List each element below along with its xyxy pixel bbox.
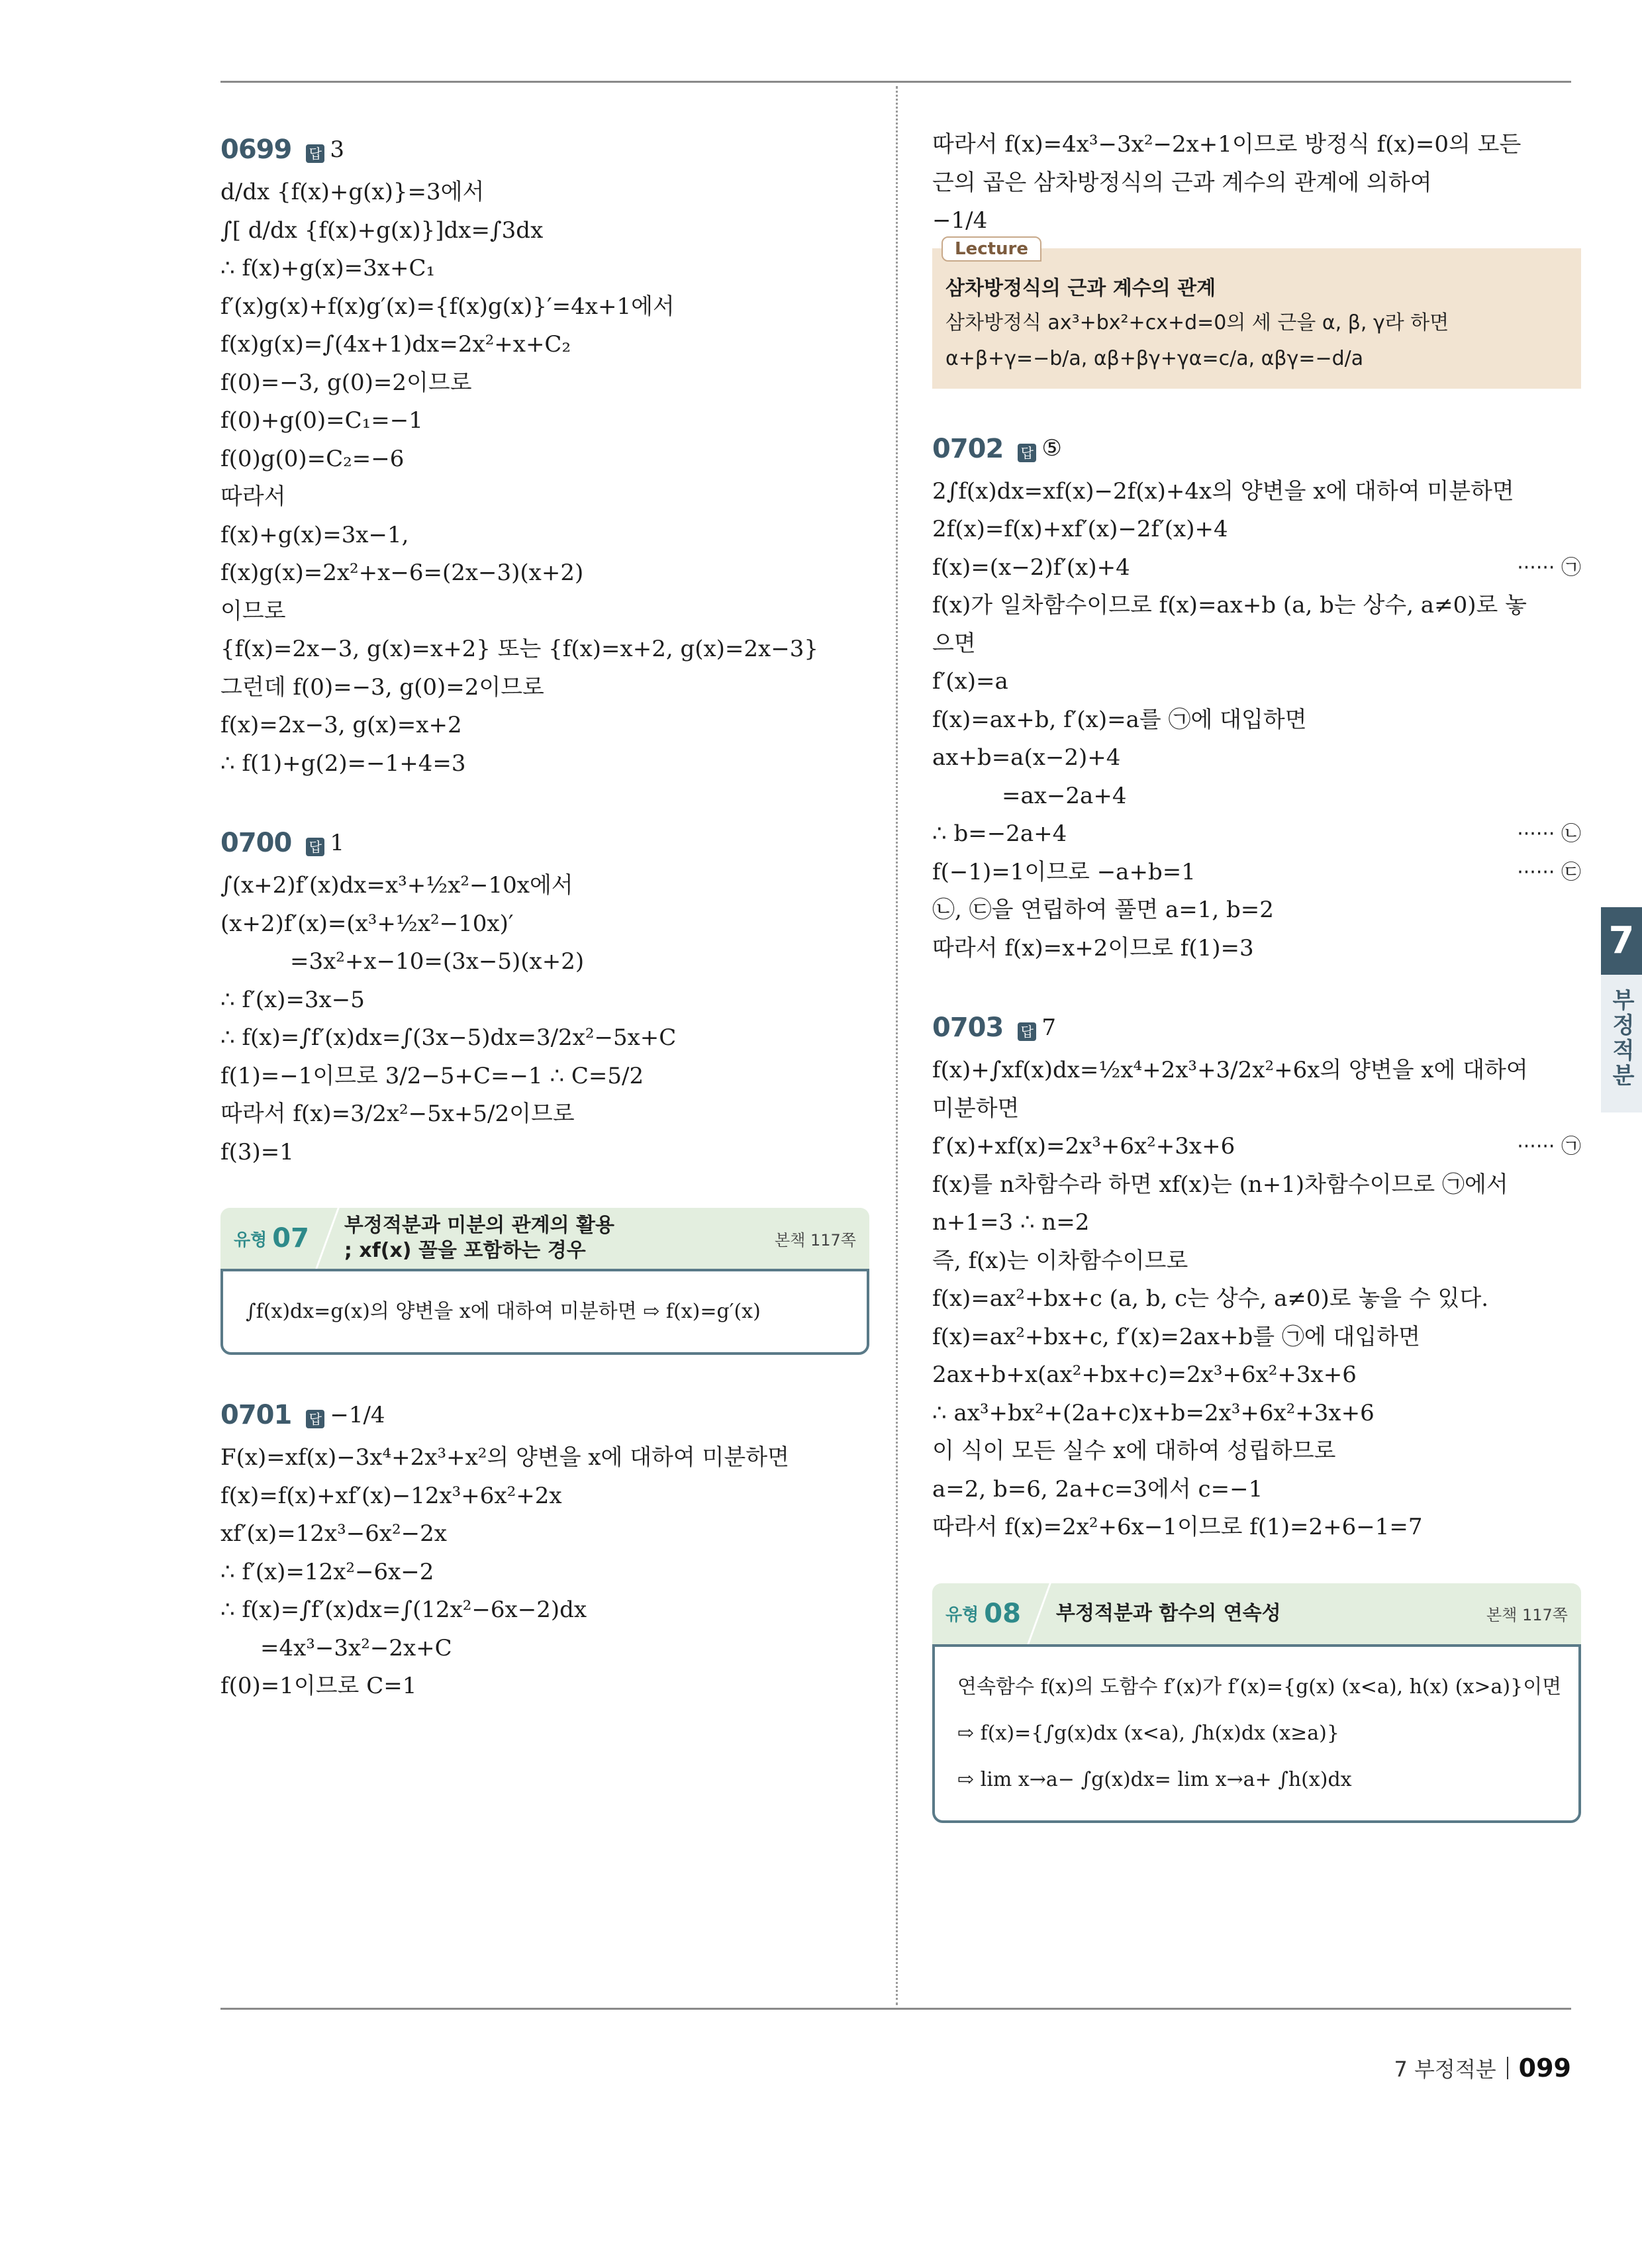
type-label: 유형 [945,1605,979,1625]
type-07-box [220,1208,869,1355]
answer-icon: 답 [306,144,324,163]
type-title: 부정적분과 함수의 연속성 [1055,1601,1281,1625]
solution-line: f(0)g(0)=C₂=−6 [220,445,405,472]
problem-header-0699 [220,126,869,173]
solution-line: 2∫f(x)dx=xf(x)−2f(x)+4x의 양변을 x에 대하여 미분하면 [932,477,1514,505]
solution-text: ∴ b=−2a+4 [932,820,1067,847]
solution-line: xf′(x)=12x³−6x²−2x [220,1520,447,1547]
solution-line: 따라서 f(x)=3/2x²−5x+5/2이므로 [220,1101,575,1127]
type-slash [1027,1583,1051,1644]
solution-line: 미분하면 [932,1095,1020,1122]
solution-0703 [932,1052,1581,1547]
problem-number: 0702 [932,433,1004,464]
type-title-line: 부정적분과 미분의 관계의 활용 [344,1214,614,1237]
solution-text: f(x)=(x−2)f′(x)+4 [932,554,1130,581]
solution-line: 따라서 [220,483,286,510]
solution-0700 [220,867,869,1171]
solution-line: 즉, f(x)는 이차함수이므로 [932,1247,1188,1274]
problem-header-0703 [932,1004,1581,1052]
lecture-box [932,238,1581,389]
solution-line: f′(x)g(x)+f(x)g′(x)={f(x)g(x)}′=4x+1에서 [220,293,675,320]
solution-0699 [220,173,869,783]
problem-header-0702 [932,425,1581,473]
problem-answer: ⑤ [1041,435,1062,462]
answer-icon: 답 [306,838,324,856]
problem-number: 0699 [220,134,292,165]
solution-line: 따라서 f(x)=4x³−3x²−2x+1이므로 방정식 f(x)=0의 모든 [932,131,1521,158]
solution-line: 2f(x)=f(x)+xf′(x)−2f′(x)+4 [932,516,1228,542]
solution-line: ∫[ d/dx {f(x)+g(x)}]dx=∫3dx [220,217,544,244]
lecture-formula: α+β+γ=−b/a, αβ+βγ+γα=c/a, αβγ=−d/a [945,346,1364,370]
solution-0702 [932,473,1581,968]
solution-line: f(x)=2x−3, g(x)=x+2 [220,712,462,738]
solution-line: 이므로 [220,597,286,624]
chapter-side-tab [1601,907,1642,1112]
page-footer [1394,2053,1571,2083]
solution-line: n+1=3 ∴ n=2 [932,1209,1090,1236]
lecture-tag: Lecture [942,236,1041,262]
right-column [932,126,1581,1823]
problem-answer: −1/4 [330,1401,385,1428]
solution-line: ∴ f(1)+g(2)=−1+4=3 [220,750,466,777]
solution-line: f(0)+g(0)=C₁=−1 [220,407,423,434]
solution-line: f(x)g(x)=∫(4x+1)dx=2x²+x+C₂ [220,331,571,358]
solution-line: f(x)=ax²+bx+c (a, b, c는 상수, a≠0)로 놓을 수 있다. [932,1285,1489,1312]
problem-header-0701 [220,1391,869,1439]
lecture-title: 삼차방정식의 근과 계수의 관계 [945,276,1216,300]
solution-line: f′(x)=a [932,668,1008,695]
chapter-name: 부정적분 [1608,988,1635,1089]
solution-line [932,854,1581,892]
footer-separator [1507,2057,1508,2079]
solution-line: f(0)=−3, g(0)=2이므로 [220,369,472,396]
solution-line: f(x)+g(x)=3x−1, [220,521,409,548]
problem-number: 0703 [932,1012,1004,1043]
solution-line: f(1)=−1이므로 3/2−5+C=−1 ∴ C=5/2 [220,1062,644,1089]
type-reference: 본책 117쪽 [1486,1606,1568,1624]
problem-answer: 3 [330,136,344,163]
solution-line: 2ax+b+x(ax²+bx+c)=2x³+6x²+3x+6 [932,1361,1357,1388]
solution-line: ∴ f(x)=∫f′(x)dx=∫(12x²−6x−2)dx [220,1597,587,1623]
equation-marker: ······ ㉠ [1517,1135,1581,1158]
solution-0701-continued [932,126,1581,240]
answer-icon: 답 [1018,1022,1036,1041]
problem-number: 0701 [220,1400,292,1430]
type-number: 08 [984,1598,1021,1629]
page-number: 099 [1518,2053,1571,2083]
solution-line: f(x)=f(x)+xf′(x)−12x³+6x²+2x [220,1482,562,1509]
solution-line: a=2, b=6, 2a+c=3에서 c=−1 [932,1475,1263,1503]
type-title [344,1213,775,1263]
type-body-line: ∫f(x)dx=g(x)의 양변을 x에 대하여 미분하면 ⇨ f(x)=g′(x) [246,1300,761,1323]
solution-line: ∴ f(x)=∫f′(x)dx=∫(3x−5)dx=3/2x²−5x+C [220,1024,677,1051]
equation-marker: ······ ㉠ [1517,556,1581,579]
solution-line: d/dx {f(x)+g(x)}=3에서 [220,179,485,205]
type-08-header [932,1583,1581,1644]
solution-line: =ax−2a+4 [1002,782,1127,809]
column-divider [896,86,898,2005]
solution-line: ∫(x+2)f′(x)dx=x³+½x²−10x에서 [220,872,573,899]
problem-answer: 7 [1041,1014,1056,1041]
answer-icon: 답 [306,1410,324,1428]
solution-line: (x+2)f′(x)=(x³+½x²−10x)′ [220,910,514,937]
bottom-rule [220,2008,1571,2010]
solution-line [932,549,1581,587]
type-08-body [932,1644,1581,1823]
solution-line: F(x)=xf(x)−3x⁴+2x³+x²의 양변을 x에 대하여 미분하면 [220,1444,789,1471]
type-07-header [220,1208,869,1269]
solution-line: 근의 곱은 삼차방정식의 근과 계수의 관계에 의하여 [932,169,1432,196]
type-body-line: 연속함수 f(x)의 도함수 f′(x)가 f′(x)={g(x) (x<a), h(x) (x>a)}이면 [957,1675,1562,1699]
equation-marker: ······ ㉢ [1517,860,1581,884]
solution-line: f(x)가 일차함수이므로 f(x)=ax+b (a, b는 상수, a≠0)로 놓 [932,592,1527,618]
solution-line: =4x³−3x²−2x+C [260,1634,452,1661]
solution-line [932,815,1581,854]
solution-line: ax+b=a(x−2)+4 [932,744,1121,771]
solution-text: f′(x)+xf(x)=2x³+6x²+3x+6 [932,1133,1235,1159]
type-slash [315,1208,339,1269]
solution-line: ∴ f′(x)=12x²−6x−2 [220,1558,434,1585]
solution-line: f(0)=1이므로 C=1 [220,1673,417,1699]
solution-line: 이 식이 모든 실수 x에 대하여 성립하므로 [932,1438,1336,1464]
solution-line: =3x²+x−10=(3x−5)(x+2) [290,948,585,975]
answer-icon: 답 [1018,444,1036,462]
problem-header-0700 [220,819,869,867]
type-body-line: ⇨ lim x→a− ∫g(x)dx= lim x→a+ ∫h(x)dx [957,1767,1352,1791]
solution-line: f(x)+∫xf(x)dx=½x⁴+2x³+3/2x²+6x의 양변을 x에 대하여 [932,1057,1528,1083]
footer-chapter: 7 부정적분 [1394,2057,1496,2082]
solution-line: {f(x)=2x−3, g(x)=x+2} 또는 {f(x)=x+2, g(x)=2x−3} [220,636,818,662]
solution-line: ∴ ax³+bx²+(2a+c)x+b=2x³+6x²+3x+6 [932,1399,1375,1426]
solution-line: 따라서 f(x)=2x²+6x−1이므로 f(1)=2+6−1=7 [932,1514,1423,1540]
solution-line: f(x)=ax+b, f′(x)=a를 ㉠에 대입하면 [932,706,1307,733]
problem-answer: 1 [330,829,344,856]
type-08-box [932,1583,1581,1823]
solution-line: 따라서 f(x)=x+2이므로 f(1)=3 [932,934,1254,961]
type-title-line: ; xf(x) 꼴을 포함하는 경우 [344,1239,586,1262]
solution-0701 [220,1439,869,1706]
problem-number: 0700 [220,828,292,858]
solution-line: ㉡, ㉢을 연립하여 풀면 a=1, b=2 [932,897,1274,923]
left-column [220,126,869,1706]
type-body-line: ⇨ f(x)={∫g(x)dx (x<a), ∫h(x)dx (x≥a)} [957,1721,1339,1745]
solution-line: −1/4 [932,207,988,234]
solution-line: ∴ f(x)+g(x)=3x+C₁ [220,255,436,281]
solution-text: f(−1)=1이므로 −a+b=1 [932,858,1196,885]
top-rule [220,81,1571,83]
solution-line: f(x)=ax²+bx+c, f′(x)=2ax+b를 ㉠에 대입하면 [932,1323,1420,1350]
solution-line: f(x)g(x)=2x²+x−6=(2x−3)(x+2) [220,560,584,586]
solution-line: 그런데 f(0)=−3, g(0)=2이므로 [220,673,544,701]
type-label: 유형 [234,1230,267,1250]
solution-line: f(x)를 n차함수라 하면 xf(x)는 (n+1)차함수이므로 ㉠에서 [932,1171,1508,1198]
type-number: 07 [272,1223,309,1254]
lecture-line: 삼차방정식 ax³+bx²+cx+d=0의 세 근을 α, β, γ라 하면 [945,311,1449,334]
solution-line: ∴ f′(x)=3x−5 [220,986,365,1013]
solution-line: 으면 [932,630,976,657]
solution-line: f(3)=1 [220,1138,294,1165]
chapter-number: 7 [1601,907,1642,975]
equation-marker: ······ ㉡ [1517,822,1581,846]
type-07-body [220,1269,869,1355]
solution-line [932,1128,1581,1166]
type-reference: 본책 117쪽 [775,1230,856,1250]
